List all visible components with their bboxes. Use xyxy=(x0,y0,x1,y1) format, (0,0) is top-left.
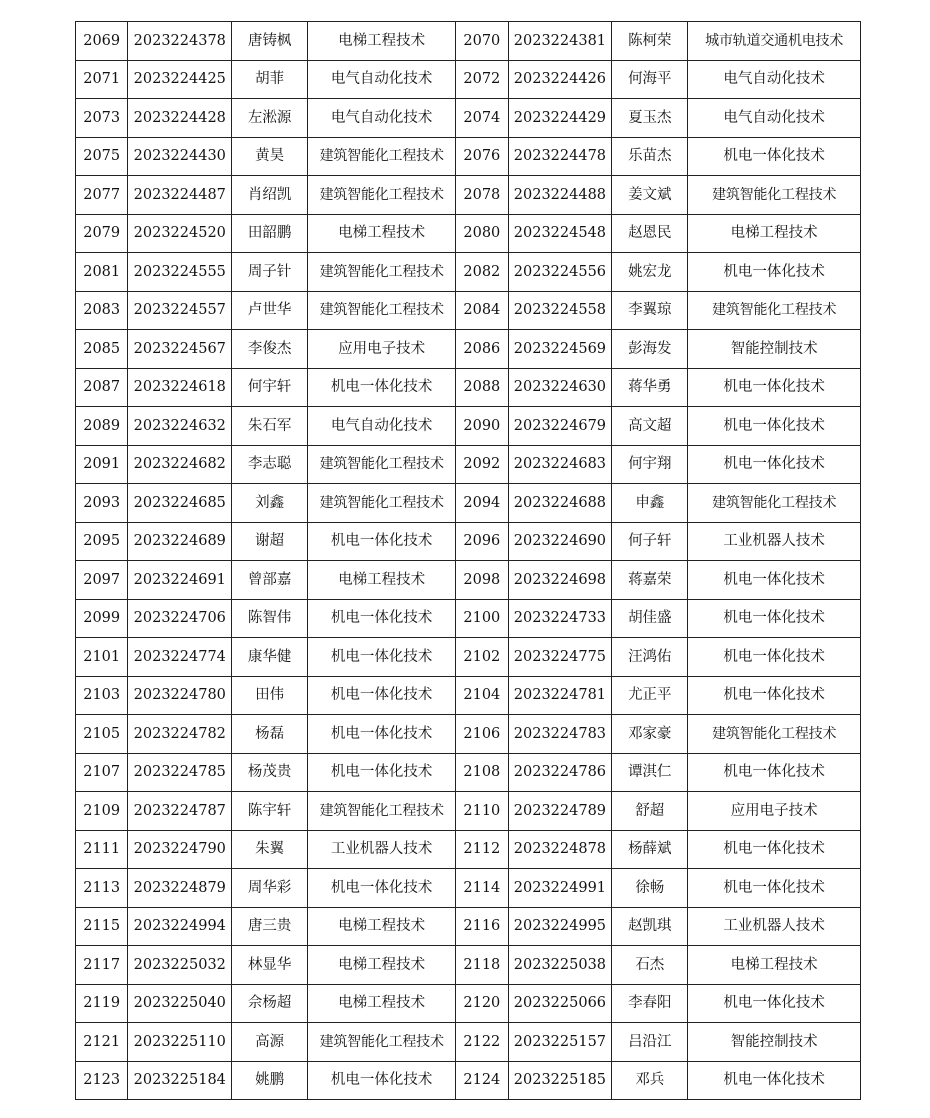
sequence-number-cell: 2111 xyxy=(76,830,128,869)
student-name-cell: 蒋嘉荣 xyxy=(612,561,688,600)
table-row xyxy=(76,60,861,99)
student-id-cell: 2023224679 xyxy=(508,407,612,446)
sequence-number-cell: 2114 xyxy=(456,869,508,908)
major-cell: 电气自动化技术 xyxy=(688,60,861,99)
student-name-cell: 邓家豪 xyxy=(612,715,688,754)
sequence-number-cell: 2093 xyxy=(76,484,128,523)
sequence-number-cell: 2108 xyxy=(456,753,508,792)
student-name-cell: 左淞源 xyxy=(232,99,308,138)
major-cell: 应用电子技术 xyxy=(308,330,456,369)
table-row xyxy=(76,522,861,561)
student-name-cell: 夏玉杰 xyxy=(612,99,688,138)
student-name-cell: 申鑫 xyxy=(612,484,688,523)
major-cell: 机电一体化技术 xyxy=(308,676,456,715)
student-id-cell: 2023224682 xyxy=(128,445,232,484)
sequence-number-cell: 2088 xyxy=(456,368,508,407)
student-id-cell: 2023224632 xyxy=(128,407,232,446)
student-name-cell: 田韶鹏 xyxy=(232,214,308,253)
student-id-cell: 2023224691 xyxy=(128,561,232,600)
student-id-cell: 2023224786 xyxy=(508,753,612,792)
sequence-number-cell: 2072 xyxy=(456,60,508,99)
sequence-number-cell: 2116 xyxy=(456,907,508,946)
student-name-cell: 李志聪 xyxy=(232,445,308,484)
student-id-cell: 2023224994 xyxy=(128,907,232,946)
table-row xyxy=(76,946,861,985)
major-cell: 电梯工程技术 xyxy=(688,946,861,985)
student-name-cell: 蒋华勇 xyxy=(612,368,688,407)
table-row xyxy=(76,715,861,754)
major-cell: 机电一体化技术 xyxy=(688,599,861,638)
student-name-cell: 谢超 xyxy=(232,522,308,561)
sequence-number-cell: 2090 xyxy=(456,407,508,446)
student-id-cell: 2023224567 xyxy=(128,330,232,369)
major-cell: 机电一体化技术 xyxy=(688,638,861,677)
student-id-cell: 2023224991 xyxy=(508,869,612,908)
student-id-cell: 2023225032 xyxy=(128,946,232,985)
student-name-cell: 胡菲 xyxy=(232,60,308,99)
table-row xyxy=(76,330,861,369)
student-name-cell: 佘杨超 xyxy=(232,984,308,1023)
sequence-number-cell: 2081 xyxy=(76,253,128,292)
student-name-cell: 肖绍凯 xyxy=(232,176,308,215)
sequence-number-cell: 2117 xyxy=(76,946,128,985)
major-cell: 建筑智能化工程技术 xyxy=(308,291,456,330)
student-name-cell: 何子轩 xyxy=(612,522,688,561)
major-cell: 机电一体化技术 xyxy=(688,561,861,600)
student-id-cell: 2023224782 xyxy=(128,715,232,754)
student-name-cell: 谭淇仁 xyxy=(612,753,688,792)
student-id-cell: 2023224630 xyxy=(508,368,612,407)
major-cell: 建筑智能化工程技术 xyxy=(308,1023,456,1062)
major-cell: 建筑智能化工程技术 xyxy=(308,137,456,176)
student-name-cell: 杨薛斌 xyxy=(612,830,688,869)
sequence-number-cell: 2102 xyxy=(456,638,508,677)
sequence-number-cell: 2080 xyxy=(456,214,508,253)
student-id-cell: 2023224558 xyxy=(508,291,612,330)
major-cell: 机电一体化技术 xyxy=(308,638,456,677)
student-name-cell: 赵凯琪 xyxy=(612,907,688,946)
student-name-cell: 唐铸枫 xyxy=(232,22,308,61)
student-id-cell: 2023224520 xyxy=(128,214,232,253)
student-name-cell: 卢世华 xyxy=(232,291,308,330)
student-id-cell: 2023224430 xyxy=(128,137,232,176)
sequence-number-cell: 2109 xyxy=(76,792,128,831)
major-cell: 智能控制技术 xyxy=(688,330,861,369)
student-id-cell: 2023225157 xyxy=(508,1023,612,1062)
student-name-cell: 姚鹏 xyxy=(232,1061,308,1100)
sequence-number-cell: 2121 xyxy=(76,1023,128,1062)
student-id-cell: 2023224774 xyxy=(128,638,232,677)
student-roster-sheet xyxy=(75,21,861,1100)
student-name-cell: 杨磊 xyxy=(232,715,308,754)
sequence-number-cell: 2083 xyxy=(76,291,128,330)
major-cell: 机电一体化技术 xyxy=(688,368,861,407)
sequence-number-cell: 2107 xyxy=(76,753,128,792)
major-cell: 机电一体化技术 xyxy=(688,753,861,792)
table-row xyxy=(76,599,861,638)
major-cell: 建筑智能化工程技术 xyxy=(308,484,456,523)
student-name-cell: 田伟 xyxy=(232,676,308,715)
student-name-cell: 唐三贵 xyxy=(232,907,308,946)
roster-body xyxy=(76,22,861,1100)
sequence-number-cell: 2095 xyxy=(76,522,128,561)
student-id-cell: 2023224790 xyxy=(128,830,232,869)
student-name-cell: 姚宏龙 xyxy=(612,253,688,292)
student-id-cell: 2023224781 xyxy=(508,676,612,715)
major-cell: 电梯工程技术 xyxy=(308,214,456,253)
major-cell: 建筑智能化工程技术 xyxy=(688,715,861,754)
major-cell: 电气自动化技术 xyxy=(308,99,456,138)
table-row xyxy=(76,1023,861,1062)
sequence-number-cell: 2118 xyxy=(456,946,508,985)
student-id-cell: 2023224780 xyxy=(128,676,232,715)
student-name-cell: 李俊杰 xyxy=(232,330,308,369)
sequence-number-cell: 2099 xyxy=(76,599,128,638)
table-row xyxy=(76,869,861,908)
sequence-number-cell: 2096 xyxy=(456,522,508,561)
sequence-number-cell: 2085 xyxy=(76,330,128,369)
sequence-number-cell: 2075 xyxy=(76,137,128,176)
student-id-cell: 2023224428 xyxy=(128,99,232,138)
table-row xyxy=(76,407,861,446)
student-id-cell: 2023224381 xyxy=(508,22,612,61)
sequence-number-cell: 2097 xyxy=(76,561,128,600)
major-cell: 机电一体化技术 xyxy=(308,1061,456,1100)
table-row xyxy=(76,22,861,61)
sequence-number-cell: 2120 xyxy=(456,984,508,1023)
student-name-cell: 杨茂贵 xyxy=(232,753,308,792)
student-name-cell: 吕沿江 xyxy=(612,1023,688,1062)
major-cell: 机电一体化技术 xyxy=(308,368,456,407)
sequence-number-cell: 2122 xyxy=(456,1023,508,1062)
student-name-cell: 朱石军 xyxy=(232,407,308,446)
major-cell: 电梯工程技术 xyxy=(688,214,861,253)
student-name-cell: 刘鑫 xyxy=(232,484,308,523)
major-cell: 工业机器人技术 xyxy=(688,522,861,561)
major-cell: 建筑智能化工程技术 xyxy=(308,792,456,831)
student-id-cell: 2023225110 xyxy=(128,1023,232,1062)
student-id-cell: 2023224733 xyxy=(508,599,612,638)
student-id-cell: 2023224995 xyxy=(508,907,612,946)
sequence-number-cell: 2091 xyxy=(76,445,128,484)
major-cell: 电梯工程技术 xyxy=(308,561,456,600)
student-name-cell: 康华健 xyxy=(232,638,308,677)
student-name-cell: 石杰 xyxy=(612,946,688,985)
student-name-cell: 舒超 xyxy=(612,792,688,831)
major-cell: 应用电子技术 xyxy=(688,792,861,831)
student-name-cell: 赵恩民 xyxy=(612,214,688,253)
sequence-number-cell: 2110 xyxy=(456,792,508,831)
table-row xyxy=(76,830,861,869)
major-cell: 电梯工程技术 xyxy=(308,907,456,946)
student-name-cell: 何海平 xyxy=(612,60,688,99)
sequence-number-cell: 2119 xyxy=(76,984,128,1023)
sequence-number-cell: 2124 xyxy=(456,1061,508,1100)
student-id-cell: 2023224879 xyxy=(128,869,232,908)
student-id-cell: 2023225038 xyxy=(508,946,612,985)
table-row xyxy=(76,445,861,484)
table-row xyxy=(76,984,861,1023)
major-cell: 机电一体化技术 xyxy=(688,137,861,176)
student-id-cell: 2023224557 xyxy=(128,291,232,330)
student-id-cell: 2023225040 xyxy=(128,984,232,1023)
student-id-cell: 2023224787 xyxy=(128,792,232,831)
sequence-number-cell: 2071 xyxy=(76,60,128,99)
major-cell: 机电一体化技术 xyxy=(688,253,861,292)
student-name-cell: 彭海发 xyxy=(612,330,688,369)
student-name-cell: 胡佳盛 xyxy=(612,599,688,638)
sequence-number-cell: 2089 xyxy=(76,407,128,446)
sequence-number-cell: 2112 xyxy=(456,830,508,869)
student-name-cell: 高文超 xyxy=(612,407,688,446)
table-row xyxy=(76,676,861,715)
table-row xyxy=(76,253,861,292)
major-cell: 智能控制技术 xyxy=(688,1023,861,1062)
table-row xyxy=(76,214,861,253)
major-cell: 机电一体化技术 xyxy=(308,753,456,792)
student-name-cell: 徐畅 xyxy=(612,869,688,908)
major-cell: 工业机器人技术 xyxy=(688,907,861,946)
student-id-cell: 2023224425 xyxy=(128,60,232,99)
student-id-cell: 2023224478 xyxy=(508,137,612,176)
student-id-cell: 2023224569 xyxy=(508,330,612,369)
sequence-number-cell: 2087 xyxy=(76,368,128,407)
sequence-number-cell: 2092 xyxy=(456,445,508,484)
student-id-cell: 2023224706 xyxy=(128,599,232,638)
major-cell: 建筑智能化工程技术 xyxy=(308,176,456,215)
sequence-number-cell: 2074 xyxy=(456,99,508,138)
student-roster-table xyxy=(75,21,861,1100)
student-id-cell: 2023225066 xyxy=(508,984,612,1023)
major-cell: 机电一体化技术 xyxy=(688,984,861,1023)
table-row xyxy=(76,484,861,523)
sequence-number-cell: 2086 xyxy=(456,330,508,369)
table-row xyxy=(76,99,861,138)
student-id-cell: 2023224555 xyxy=(128,253,232,292)
student-id-cell: 2023224685 xyxy=(128,484,232,523)
student-name-cell: 陈智伟 xyxy=(232,599,308,638)
sequence-number-cell: 2105 xyxy=(76,715,128,754)
major-cell: 电气自动化技术 xyxy=(308,407,456,446)
table-row xyxy=(76,907,861,946)
student-id-cell: 2023224683 xyxy=(508,445,612,484)
student-name-cell: 邓兵 xyxy=(612,1061,688,1100)
student-name-cell: 乐苗杰 xyxy=(612,137,688,176)
student-id-cell: 2023224618 xyxy=(128,368,232,407)
major-cell: 电气自动化技术 xyxy=(688,99,861,138)
major-cell: 机电一体化技术 xyxy=(308,869,456,908)
sequence-number-cell: 2098 xyxy=(456,561,508,600)
sequence-number-cell: 2077 xyxy=(76,176,128,215)
student-id-cell: 2023225185 xyxy=(508,1061,612,1100)
sequence-number-cell: 2084 xyxy=(456,291,508,330)
sequence-number-cell: 2070 xyxy=(456,22,508,61)
student-id-cell: 2023224783 xyxy=(508,715,612,754)
major-cell: 机电一体化技术 xyxy=(308,522,456,561)
student-name-cell: 李春阳 xyxy=(612,984,688,1023)
sequence-number-cell: 2103 xyxy=(76,676,128,715)
major-cell: 机电一体化技术 xyxy=(308,599,456,638)
student-name-cell: 何宇翔 xyxy=(612,445,688,484)
table-row xyxy=(76,792,861,831)
student-id-cell: 2023224689 xyxy=(128,522,232,561)
table-row xyxy=(76,368,861,407)
student-name-cell: 陈柯荣 xyxy=(612,22,688,61)
sequence-number-cell: 2100 xyxy=(456,599,508,638)
sequence-number-cell: 2123 xyxy=(76,1061,128,1100)
major-cell: 机电一体化技术 xyxy=(688,407,861,446)
major-cell: 机电一体化技术 xyxy=(688,830,861,869)
student-name-cell: 尤正平 xyxy=(612,676,688,715)
major-cell: 机电一体化技术 xyxy=(688,676,861,715)
student-name-cell: 汪鸿佑 xyxy=(612,638,688,677)
student-id-cell: 2023224690 xyxy=(508,522,612,561)
student-name-cell: 周子针 xyxy=(232,253,308,292)
student-name-cell: 高源 xyxy=(232,1023,308,1062)
table-row xyxy=(76,561,861,600)
student-name-cell: 李翼琼 xyxy=(612,291,688,330)
table-row xyxy=(76,176,861,215)
major-cell: 工业机器人技术 xyxy=(308,830,456,869)
student-id-cell: 2023224429 xyxy=(508,99,612,138)
student-name-cell: 朱翼 xyxy=(232,830,308,869)
student-id-cell: 2023224548 xyxy=(508,214,612,253)
sequence-number-cell: 2078 xyxy=(456,176,508,215)
student-id-cell: 2023224789 xyxy=(508,792,612,831)
sequence-number-cell: 2076 xyxy=(456,137,508,176)
major-cell: 机电一体化技术 xyxy=(308,715,456,754)
sequence-number-cell: 2104 xyxy=(456,676,508,715)
major-cell: 建筑智能化工程技术 xyxy=(308,445,456,484)
major-cell: 城市轨道交通机电技术 xyxy=(688,22,861,61)
major-cell: 电梯工程技术 xyxy=(308,984,456,1023)
student-id-cell: 2023224426 xyxy=(508,60,612,99)
student-id-cell: 2023224775 xyxy=(508,638,612,677)
table-row xyxy=(76,753,861,792)
student-id-cell: 2023224488 xyxy=(508,176,612,215)
major-cell: 建筑智能化工程技术 xyxy=(688,176,861,215)
student-name-cell: 何宇轩 xyxy=(232,368,308,407)
sequence-number-cell: 2073 xyxy=(76,99,128,138)
table-row xyxy=(76,638,861,677)
major-cell: 电梯工程技术 xyxy=(308,946,456,985)
student-id-cell: 2023224378 xyxy=(128,22,232,61)
sequence-number-cell: 2106 xyxy=(456,715,508,754)
student-name-cell: 陈宇轩 xyxy=(232,792,308,831)
student-name-cell: 林显华 xyxy=(232,946,308,985)
table-row xyxy=(76,1061,861,1100)
sequence-number-cell: 2115 xyxy=(76,907,128,946)
major-cell: 机电一体化技术 xyxy=(688,869,861,908)
sequence-number-cell: 2094 xyxy=(456,484,508,523)
student-id-cell: 2023224785 xyxy=(128,753,232,792)
student-name-cell: 曾部嘉 xyxy=(232,561,308,600)
table-row xyxy=(76,291,861,330)
student-id-cell: 2023224556 xyxy=(508,253,612,292)
student-id-cell: 2023224688 xyxy=(508,484,612,523)
major-cell: 机电一体化技术 xyxy=(688,1061,861,1100)
major-cell: 电梯工程技术 xyxy=(308,22,456,61)
student-id-cell: 2023224487 xyxy=(128,176,232,215)
student-id-cell: 2023224698 xyxy=(508,561,612,600)
student-id-cell: 2023225184 xyxy=(128,1061,232,1100)
student-id-cell: 2023224878 xyxy=(508,830,612,869)
table-row xyxy=(76,137,861,176)
sequence-number-cell: 2082 xyxy=(456,253,508,292)
student-name-cell: 姜文斌 xyxy=(612,176,688,215)
major-cell: 建筑智能化工程技术 xyxy=(688,484,861,523)
major-cell: 建筑智能化工程技术 xyxy=(688,291,861,330)
sequence-number-cell: 2101 xyxy=(76,638,128,677)
sequence-number-cell: 2069 xyxy=(76,22,128,61)
major-cell: 机电一体化技术 xyxy=(688,445,861,484)
major-cell: 电气自动化技术 xyxy=(308,60,456,99)
student-name-cell: 周华彩 xyxy=(232,869,308,908)
major-cell: 建筑智能化工程技术 xyxy=(308,253,456,292)
student-name-cell: 黄昊 xyxy=(232,137,308,176)
sequence-number-cell: 2079 xyxy=(76,214,128,253)
sequence-number-cell: 2113 xyxy=(76,869,128,908)
